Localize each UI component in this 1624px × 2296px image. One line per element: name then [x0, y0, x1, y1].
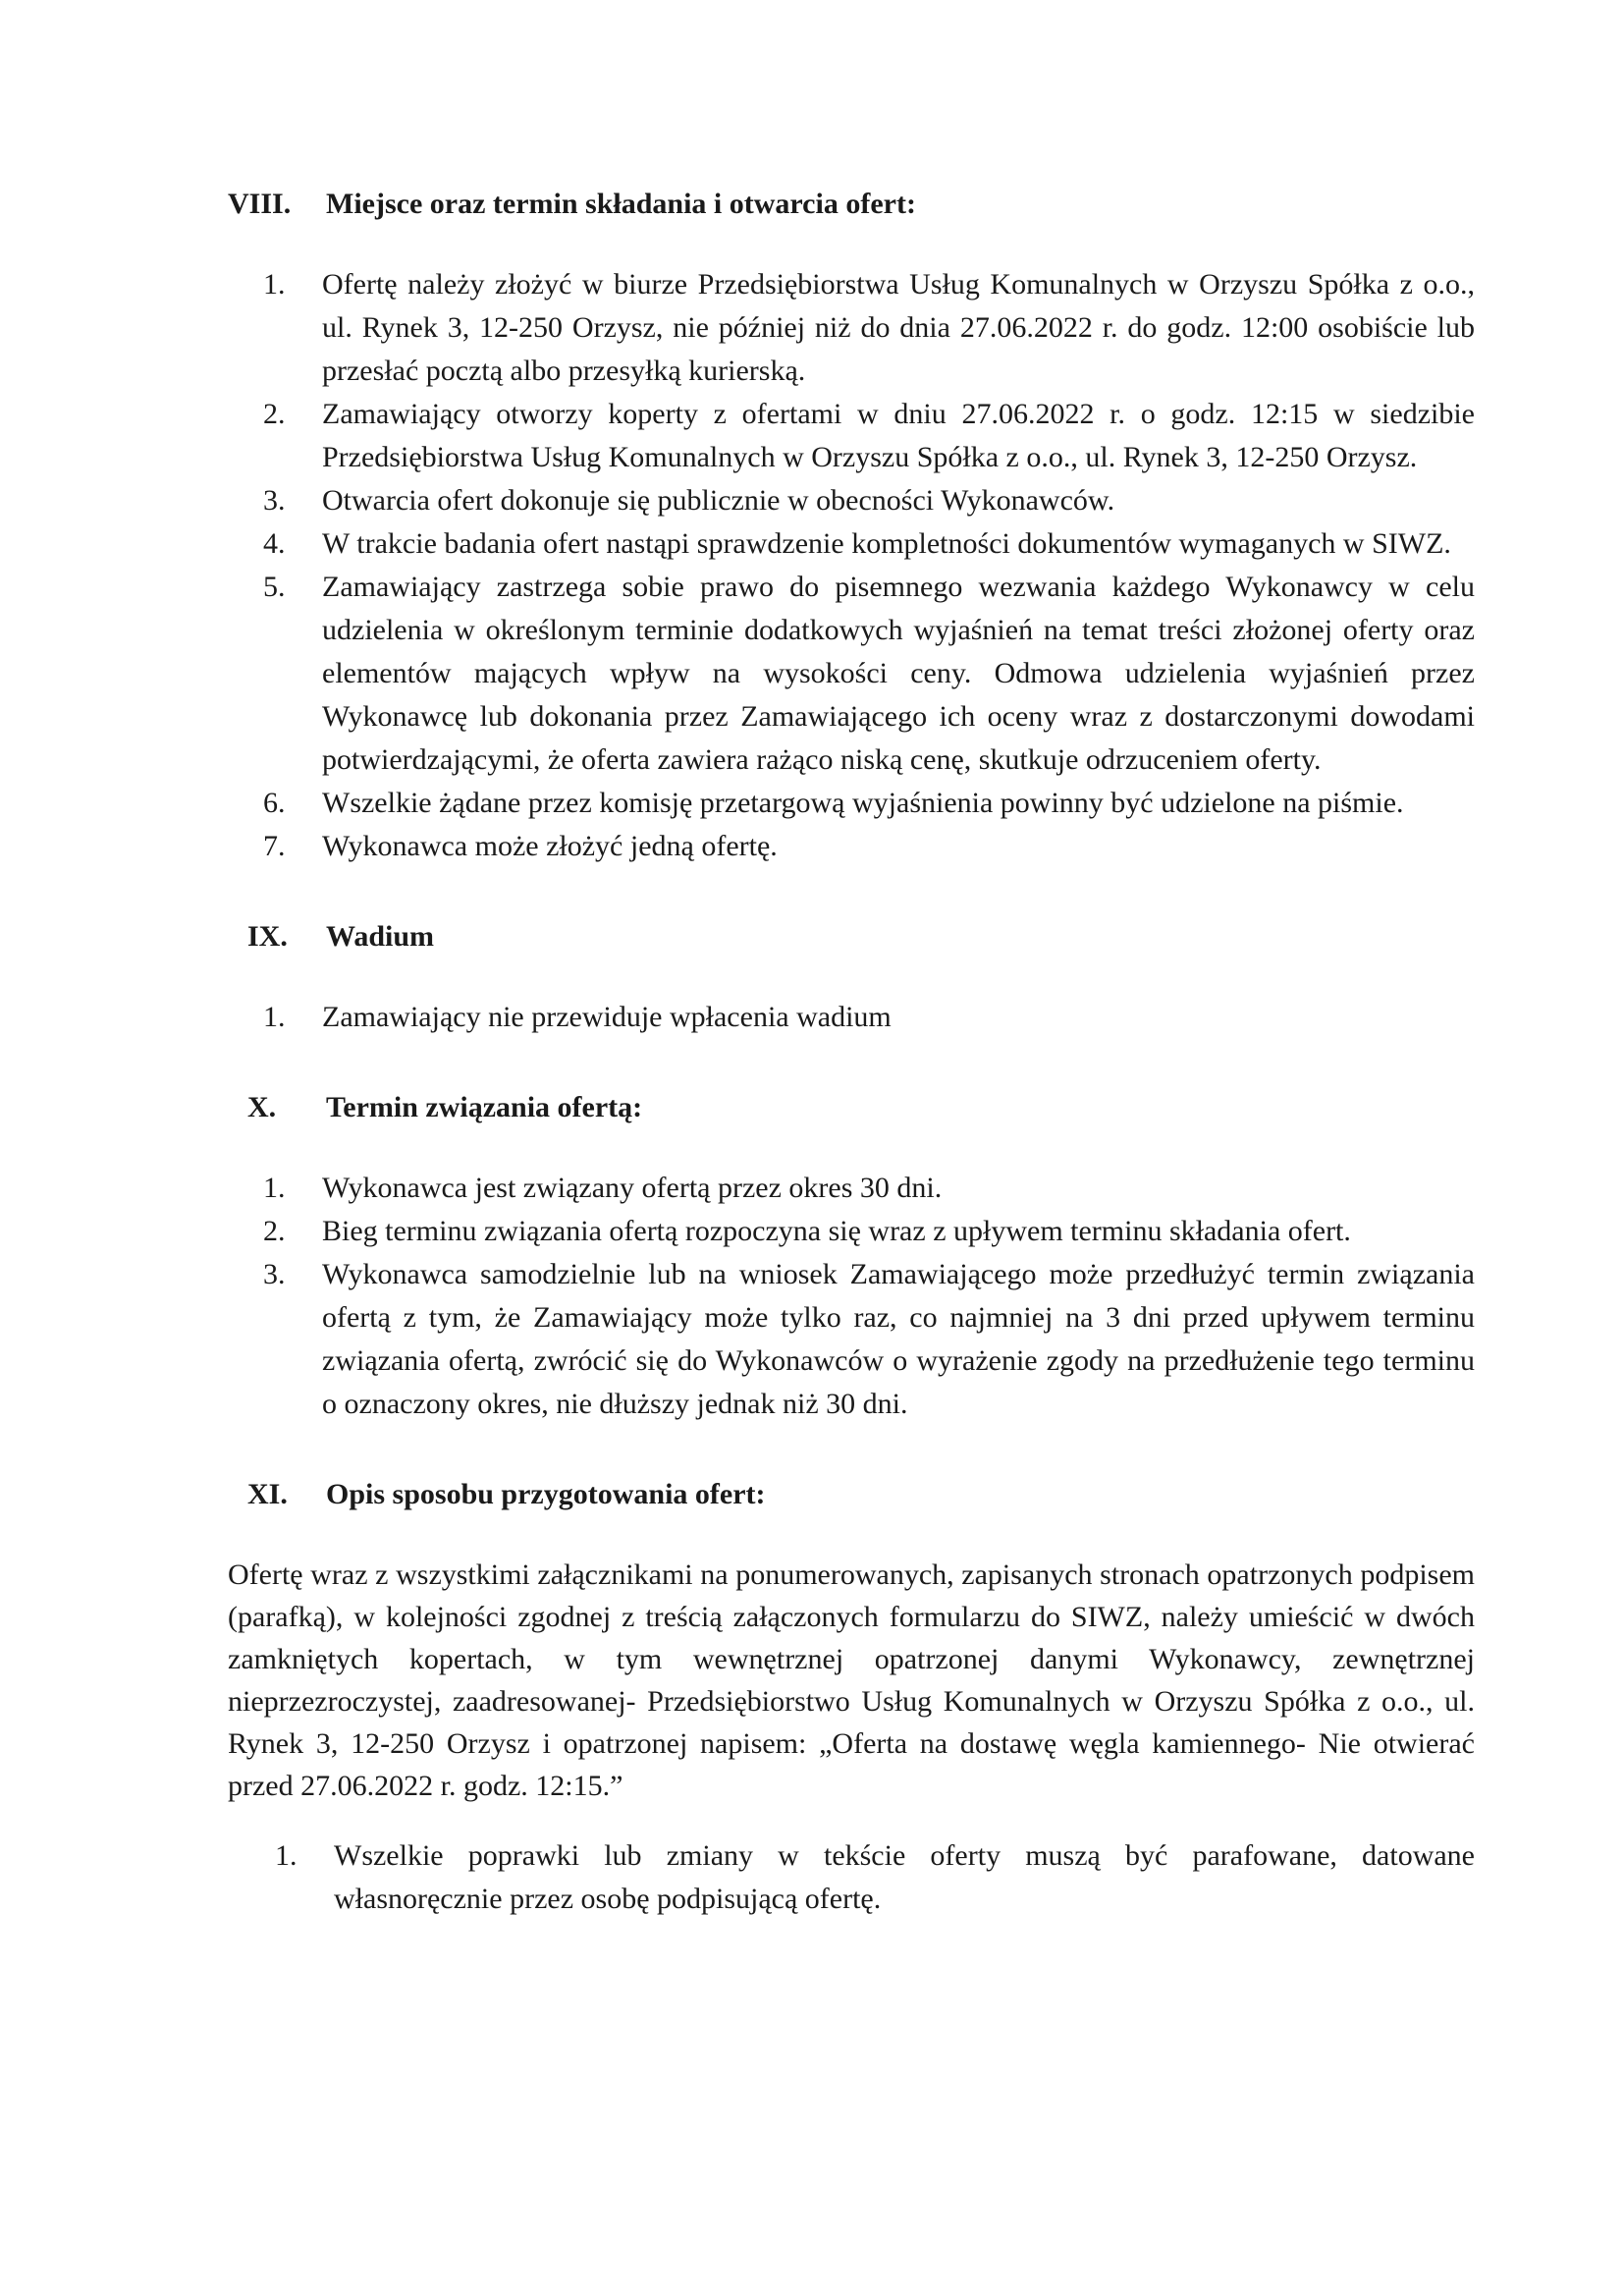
list-item-number: 1.: [263, 1001, 286, 1033]
list-item-number: 4.: [263, 527, 286, 560]
section-number: IX.: [247, 920, 288, 953]
section-list: [228, 1834, 1475, 1921]
section-title: Wadium: [326, 920, 435, 953]
list-item-text: Wykonawca jest związany ofertą przez okres 30 dni.: [322, 1172, 943, 1204]
list-item-number: 7.: [263, 830, 286, 862]
section-list: [228, 1167, 1475, 1426]
list-item: [228, 1167, 1475, 1210]
list-item-number: 5.: [263, 571, 286, 603]
section-number: VIII.: [228, 188, 292, 220]
list-item: [228, 996, 1475, 1039]
list-item-text: Wykonawca samodzielnie lub na wniosek Zamawiającego może przedłużyć termin związania ofertą z tym, że Zamawiający może tylko raz, co najmniej na 3 dni przed upływem terminu związania ofertą, zwrócić się do Wykonawców o wyrażenie zgody na przedłużenie tego terminu o oznaczony okres, nie dłuższy jednak niż 30 dni.: [322, 1258, 1475, 1420]
list-item-number: 1.: [263, 1172, 286, 1204]
list-item-text: W trakcie badania ofert nastąpi sprawdzenie kompletności dokumentów wymaganych w SIWZ.: [322, 527, 1451, 560]
section-heading: [228, 1088, 1475, 1127]
list-item-text: Zamawiający nie przewiduje wpłacenia wadium: [322, 1001, 892, 1033]
list-item-number: 3.: [263, 484, 286, 517]
section-viii: [228, 185, 1475, 868]
list-item: [228, 263, 1475, 393]
list-item-text: Wszelkie żądane przez komisję przetargową wyjaśnienia powinny być udzielone na piśmie.: [322, 787, 1404, 819]
section-heading: [228, 1475, 1475, 1514]
list-item: [228, 825, 1475, 868]
list-item-number: 1.: [263, 268, 286, 301]
list-item-number: 3.: [263, 1258, 286, 1290]
section-list: [228, 996, 1475, 1039]
list-item-text: Otwarcia ofert dokonuje się publicznie w obecności Wykonawców.: [322, 484, 1115, 517]
list-item-text: Zamawiający zastrzega sobie prawo do pisemnego wezwania każdego Wykonawcy w celu udzielenia w określonym terminie dodatkowych wyjaśnień na temat treści złożonej oferty oraz elementów mających wpływ na wysokości ceny. Odmowa udzielenia wyjaśnień przez Wykonawcę lub dokonania przez Zamawiającego ich oceny wraz z dostarczonymi dowodami potwierdzającymi, że oferta zawiera rażąco niską cenę, skutkuje odrzuceniem oferty.: [322, 571, 1475, 776]
list-item-number: 1.: [275, 1839, 298, 1872]
section-number: X.: [247, 1091, 277, 1123]
list-item-text: Zamawiający otworzy koperty z ofertami w dniu 27.06.2022 r. o godz. 12:15 w siedzibie Przedsiębiorstwa Usług Komunalnych w Orzyszu Spółka z o.o., ul. Rynek 3, 12-250 Orzysz.: [322, 398, 1475, 473]
list-item-text: Wszelkie poprawki lub zmiany w tekście oferty muszą być parafowane, datowane własnoręcznie przez osobę podpisującą ofertę.: [334, 1839, 1475, 1915]
section-heading: [228, 185, 1475, 224]
list-item-text: Wykonawca może złożyć jedną ofertę.: [322, 830, 778, 862]
list-item: [228, 1834, 1475, 1921]
section-title: Opis sposobu przygotowania ofert:: [326, 1478, 766, 1510]
section-title: Miejsce oraz termin składania i otwarcia ofert:: [326, 188, 916, 220]
list-item-text: Bieg terminu związania ofertą rozpoczyna się wraz z upływem terminu składania ofert.: [322, 1215, 1351, 1247]
list-item: [228, 1253, 1475, 1426]
list-item: [228, 782, 1475, 825]
list-item-number: 2.: [263, 1215, 286, 1247]
section-xi: [228, 1475, 1475, 1921]
list-item-number: 6.: [263, 787, 286, 819]
list-item-number: 2.: [263, 398, 286, 430]
section-ix: [228, 917, 1475, 1039]
document-content: [228, 185, 1475, 1921]
section-paragraph: Ofertę wraz z wszystkimi załącznikami na ponumerowanych, zapisanych stronach opatrzonych podpisem (parafką), w kolejności zgodnej z treścią załączonych formularzu do SIWZ, należy umieścić w dwóch zamkniętych kopertach, w tym wewnętrznej opatrzonej danymi Wykonawcy, zewnętrznej nieprzezroczystej, zaadresowanej- Przedsiębiorstwo Usług Komunalnych w Orzyszu Spółka z o.o., ul. Rynek 3, 12-250 Orzysz i opatrzonej napisem: „Oferta na dostawę węgla kamiennego- Nie otwierać przed 27.06.2022 r. godz. 12:15.”: [228, 1558, 1475, 1802]
section-heading: [228, 917, 1475, 957]
list-item: [228, 522, 1475, 566]
section-list: [228, 263, 1475, 868]
list-item-text: Ofertę należy złożyć w biurze Przedsiębiorstwa Usług Komunalnych w Orzyszu Spółka z o.o., ul. Rynek 3, 12-250 Orzysz, nie później niż do dnia 27.06.2022 r. do godz. 12:00 osobiście lub przesłać pocztą albo przesyłką kurierską.: [322, 268, 1475, 387]
list-item: [228, 393, 1475, 479]
section-title: Termin związania ofertą:: [326, 1091, 643, 1123]
section-number: XI.: [247, 1478, 288, 1510]
list-item: [228, 479, 1475, 522]
section-x: [228, 1088, 1475, 1426]
list-item: [228, 566, 1475, 782]
list-item: [228, 1210, 1475, 1253]
